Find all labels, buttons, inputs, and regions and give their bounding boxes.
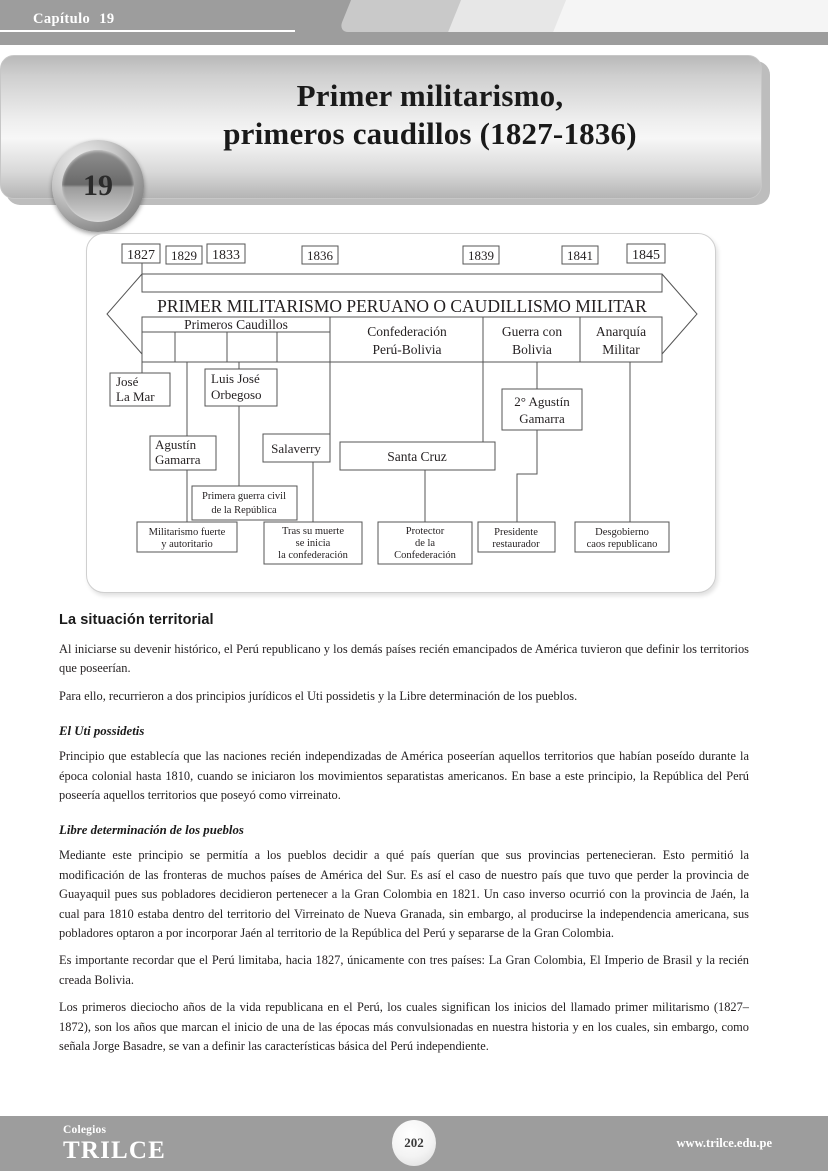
leader-box-jose-la-mar bbox=[110, 373, 170, 406]
year-label-2: 1833 bbox=[212, 248, 240, 263]
leader-0-line2: La Mar bbox=[116, 389, 155, 404]
paragraph-intro-2: Para ello, recurrieron a dos principios jurídicos el Uti possidetis y la Libre determinación de los pueblos. bbox=[59, 688, 578, 703]
paragraph-intro-1: Al iniciarse su devenir histórico, el Perú republicano y los demás países recién emancipados de América tuvieron que definir los territorios que poseerían. bbox=[59, 642, 749, 676]
leader-box-salaverry bbox=[263, 434, 330, 462]
year-label-3: 1836 bbox=[307, 248, 333, 263]
year-box-1836 bbox=[302, 246, 338, 264]
phase-label-1-line1: Confederación bbox=[367, 324, 447, 339]
outcome-4-line2: caos republicano bbox=[586, 539, 658, 550]
event-0-line1: Primera guerra civil bbox=[202, 491, 286, 502]
page-footer bbox=[0, 1114, 828, 1171]
year-box-1833 bbox=[207, 244, 245, 263]
page-title-line-1: Primer militarismo, bbox=[296, 78, 564, 113]
event-box-primera-guerra-civil bbox=[192, 486, 297, 520]
leader-box-agustin-gamarra bbox=[150, 436, 216, 470]
page-title-line-2: primeros caudillos (1827-1836) bbox=[223, 116, 637, 151]
leader-1-line2: Orbegoso bbox=[211, 387, 262, 402]
outcome-2-line3: Confederación bbox=[394, 550, 456, 561]
phase-label-0-line1: Primeros Caudillos bbox=[184, 317, 288, 332]
outcome-1-line2: se inicia bbox=[295, 538, 331, 549]
leader-2-line2: Gamarra bbox=[155, 452, 201, 467]
timeline-year-band bbox=[142, 274, 662, 292]
header-slant-shape-3 bbox=[553, 0, 828, 32]
outcome-0-line2: y autoritario bbox=[161, 539, 213, 550]
outcome-2-line1: Protector bbox=[405, 526, 445, 537]
arrow-right-chevron bbox=[662, 274, 697, 354]
year-box-1827 bbox=[122, 244, 160, 263]
event-0-line2: de la República bbox=[211, 505, 277, 516]
paragraph-libre-determinacion-3: Los primeros dieciocho años de la vida republicana en el Perú, los cuales significan los inicios del llamado primer militarismo (1827–1872), son los años que marcan el inicio de una de las épocas más convulsionadas en nuestra historia y en los cuales, sin embargo, como señala Jorge Basadre, se van a definir las características básica del Perú independiente. bbox=[59, 1000, 749, 1054]
leader-5-line2: Gamarra bbox=[519, 411, 565, 426]
leader-box-santa-cruz bbox=[340, 442, 495, 470]
header-bottom-rule bbox=[0, 45, 828, 47]
leader-2-line1: Agustín bbox=[155, 437, 197, 452]
outcome-3-line2: restaurador bbox=[492, 539, 540, 550]
phase-label-2-line2: Bolivia bbox=[512, 342, 552, 357]
page-title bbox=[120, 77, 740, 153]
leader-box-luis-jose-orbegoso bbox=[205, 369, 277, 406]
footer-top-rule bbox=[0, 1114, 828, 1116]
leader-1-line1: Luis José bbox=[211, 371, 260, 386]
year-box-1845 bbox=[627, 244, 665, 263]
timeline-diagram-panel bbox=[86, 233, 716, 593]
outcome-1-line1: Tras su muerte bbox=[281, 526, 345, 537]
brand-logo bbox=[63, 1124, 166, 1164]
leader-box-segundo-agustin-gamarra bbox=[502, 389, 582, 430]
chapter-number-badge bbox=[52, 140, 144, 232]
chapter-number-badge-inner bbox=[62, 150, 134, 222]
outcome-box-presidente-restaurador bbox=[478, 522, 555, 552]
connector-gamarra2-to-presidente bbox=[517, 430, 537, 522]
outcome-boxes bbox=[137, 522, 669, 564]
website-url[interactable]: www.trilce.edu.pe bbox=[676, 1136, 772, 1150]
phase-label-3-line1: Anarquía bbox=[595, 324, 647, 339]
arrow-left-chevron bbox=[107, 274, 142, 354]
leader-5-line1: 2° Agustín bbox=[514, 394, 570, 409]
outcome-4-line1: Desgobierno bbox=[595, 527, 649, 538]
outcome-box-protector-confederacion bbox=[378, 522, 472, 564]
paragraph-uti-possidetis-1: Principio que establecía que las naciones recién independizadas de América poseerían aquellos territorios que habían poseído durante la época colonial hasta 1810, cuando se iniciaron los movimientos separatistas americanos. En base a este principio, la República del Perú poseería aquellos territorios que poseyó como virreinato. bbox=[59, 749, 749, 803]
chapter-label: Capítulo bbox=[33, 11, 91, 27]
phase-label-2-line1: Guerra con bbox=[501, 324, 563, 339]
outcome-box-tras-su-muerte bbox=[264, 522, 362, 564]
outcome-1-line3: la confederación bbox=[278, 550, 348, 561]
outcome-2-line2: de la bbox=[414, 538, 436, 549]
page-number-badge: 202 bbox=[392, 1120, 436, 1166]
year-boxes bbox=[122, 244, 665, 264]
brand-logo-main: TRILCE bbox=[63, 1137, 167, 1164]
leader-4-line1: Santa Cruz bbox=[387, 449, 447, 464]
timeline-diagram-svg bbox=[87, 234, 715, 592]
brand-logo-top: Colegios bbox=[63, 1124, 107, 1136]
subsection-title-libre-determinacion: Libre determinación de los pueblos bbox=[59, 823, 244, 838]
chapter-number: 19 bbox=[99, 11, 115, 27]
phase-label-1-line2: Perú-Bolivia bbox=[372, 342, 442, 357]
year-label-5: 1841 bbox=[567, 248, 593, 263]
leader-0-line1: José bbox=[116, 374, 139, 389]
year-box-1829 bbox=[166, 246, 202, 264]
outcome-box-desgobierno bbox=[575, 522, 669, 552]
outcome-box-militarismo-fuerte bbox=[137, 522, 237, 552]
outcome-3-line1: Presidente bbox=[494, 527, 538, 538]
outcome-0-line1: Militarismo fuerte bbox=[148, 527, 226, 538]
article-content bbox=[59, 612, 749, 1065]
leader-boxes bbox=[110, 369, 582, 470]
year-label-0: 1827 bbox=[127, 248, 155, 263]
chapter-number-badge-text: 19 bbox=[83, 169, 113, 202]
section-title-situacion-territorial: La situación territorial bbox=[59, 612, 214, 628]
header-underline-rule bbox=[0, 30, 295, 32]
paragraph-libre-determinacion-1: Mediante este principio se permitía a los pueblos decidir a qué país querían que sus provincias pertenecieran. Esto permitió la modificación de las fronteras de muchos países de América del Sur. Es así el caso de nuestro país que tuvo que perder la provincia de Guayaquil pues sus pobladores decidieron pertenecer a la Gran Colombia en 1821. Un caso inverso ocurrió con la provincia de Jaén, la cual para 1810 estaba dentro del territorio del Virreinato de Nueva Granada, sin embargo, al producirse la independencia americana, sus pobladores optaron a por incorporar Jaén al territorio de la República del Perú y separarse de la Gran Colombia. bbox=[59, 848, 749, 941]
phase-label-3-line2: Militar bbox=[602, 342, 640, 357]
diagram-banner-text: PRIMER MILITARISMO PERUANO O CAUDILLISMO MILITAR bbox=[157, 296, 647, 316]
chapter-label-group bbox=[33, 11, 115, 28]
chapter-title-plaque bbox=[0, 55, 770, 205]
leader-3-line1: Salaverry bbox=[271, 441, 321, 456]
year-label-4: 1839 bbox=[468, 248, 494, 263]
year-label-1: 1829 bbox=[171, 248, 197, 263]
subsection-title-uti-possidetis: El Uti possidetis bbox=[59, 724, 145, 739]
phase-labels bbox=[184, 317, 646, 357]
year-box-1841 bbox=[562, 246, 598, 264]
year-box-1839 bbox=[463, 246, 499, 264]
paragraph-libre-determinacion-2: Es importante recordar que el Perú limitaba, hacia 1827, únicamente con tres países: La Gran Colombia, El Imperio de Brasil y la recién creada Bolivia. bbox=[59, 953, 749, 987]
year-label-6: 1845 bbox=[632, 248, 660, 263]
page-header bbox=[0, 0, 828, 47]
